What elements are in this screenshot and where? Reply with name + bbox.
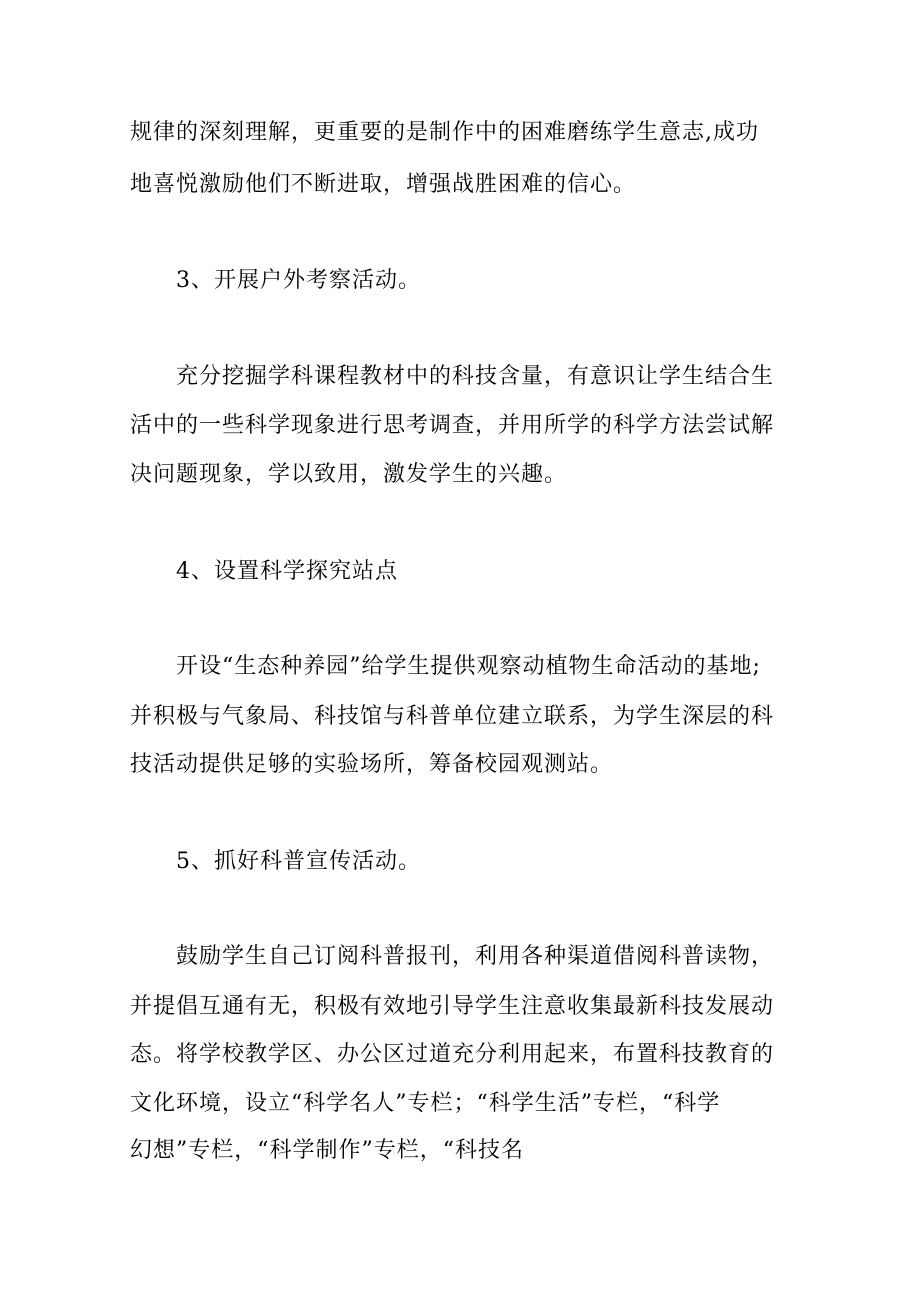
paragraph-4-line-2: 并提倡互通有无，积极有效地引导学生注意收集最新科技发展动 <box>130 994 775 1019</box>
paragraph-2-line-1: 充分挖掘学科课程教材中的科技含量，有意识让学生结合生 <box>176 364 775 389</box>
paragraph-3-line-2: 并积极与气象局、科技馆与科普单位建立联系，为学生深层的科 <box>130 704 775 729</box>
paragraph-3-line-1: 开设“生态种养园”给学生提供观察动植物生命活动的基地; <box>176 654 761 679</box>
paragraph-4-line-1: 鼓励学生自己订阅科普报刊，利用各种渠道借阅科普读物， <box>176 944 775 969</box>
paragraph-4-line-4: 文化环境，设立“科学名人”专栏；“科学生活”专栏，“科学 <box>130 1091 721 1116</box>
paragraph-2-line-2: 活中的一些科学现象进行思考调查，并用所学的科学方法尝试解 <box>130 413 775 438</box>
section-heading-4: 4、设置科学探究站点 <box>176 559 398 584</box>
paragraph-1-line-1: 规律的深刻理解，更重要的是制作中的困难磨练学生意志,成功 <box>130 120 759 145</box>
section-heading-3: 3、开展户外考察活动。 <box>176 268 421 293</box>
paragraph-2-line-3: 决问题现象，学以致用，激发学生的兴趣。 <box>130 462 568 487</box>
paragraph-4-line-3: 态。将学校教学区、办公区过道充分利用起来，布置科技教育的 <box>130 1042 775 1067</box>
paragraph-1-line-2: 地喜悦激励他们不断进取，增强战胜困难的信心。 <box>130 172 637 197</box>
section-heading-5: 5、抓好科普宣传活动。 <box>176 849 421 874</box>
paragraph-3-line-3: 技活动提供足够的实验场所，筹备校园观测站。 <box>130 752 614 777</box>
paragraph-4-line-5: 幻想”专栏，“科学制作”专栏，“科技名 <box>130 1138 524 1163</box>
